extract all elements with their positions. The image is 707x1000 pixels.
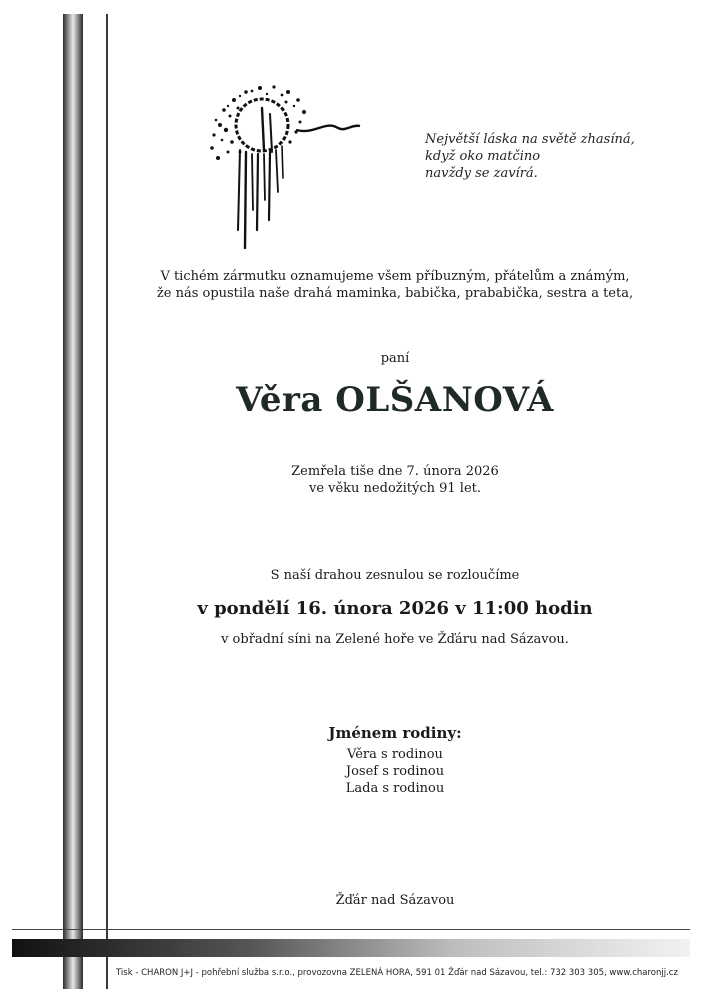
death-details: [130, 463, 660, 497]
left-vertical-line: [106, 14, 108, 989]
quote-line: když oko matčino: [425, 149, 541, 164]
family-signature: [130, 725, 660, 797]
quote-line: navždy se zavírá.: [425, 166, 538, 181]
quote-verse: [425, 131, 635, 182]
bottom-horizontal-bar: [12, 939, 690, 957]
family-member: Věra s rodinou: [347, 747, 443, 762]
family-heading: Jménem rodiny:: [328, 724, 462, 742]
printer-footer: Tisk - CHARON J+J - pohřební služba s.r.o., provozovna ZELENÁ HORA, 591 01 Žďár nad Sázavou, tel.: 732 303 305, www.charonjj.cz: [116, 968, 678, 978]
death-age: ve věku nedožitých 91 let.: [308, 481, 482, 496]
setting-sun-ornament-icon: [200, 80, 375, 255]
announcement-intro: [130, 268, 660, 302]
family-member: Lada s rodinou: [345, 781, 445, 796]
funeral-intro: S naší drahou zesnulou se rozloučíme: [270, 568, 520, 583]
deceased-name: Věra OLŠANOVÁ: [236, 380, 554, 420]
left-vertical-bar: [63, 14, 83, 989]
intro-line-2: že nás opustila naše drahá maminka, babička, prababička, sestra a teta,: [156, 286, 634, 301]
title-prefix: paní: [380, 351, 410, 366]
intro-line-1: V tichém zármutku oznamujeme všem příbuzným, přátelům a známým,: [160, 269, 630, 284]
bottom-thin-line: [12, 929, 690, 930]
family-member: Josef s rodinou: [345, 764, 445, 779]
death-date: Zemřela tiše dne 7. února 2026: [291, 464, 499, 479]
funeral-datetime: v pondělí 16. února 2026 v 11:00 hodin: [197, 598, 593, 619]
funeral-place: v obřadní síni na Zelené hoře ve Žďáru nad Sázavou.: [221, 632, 569, 647]
town-name: Žďár nad Sázavou: [335, 893, 455, 908]
quote-line: Největší láska na světě zhasíná,: [425, 132, 635, 147]
